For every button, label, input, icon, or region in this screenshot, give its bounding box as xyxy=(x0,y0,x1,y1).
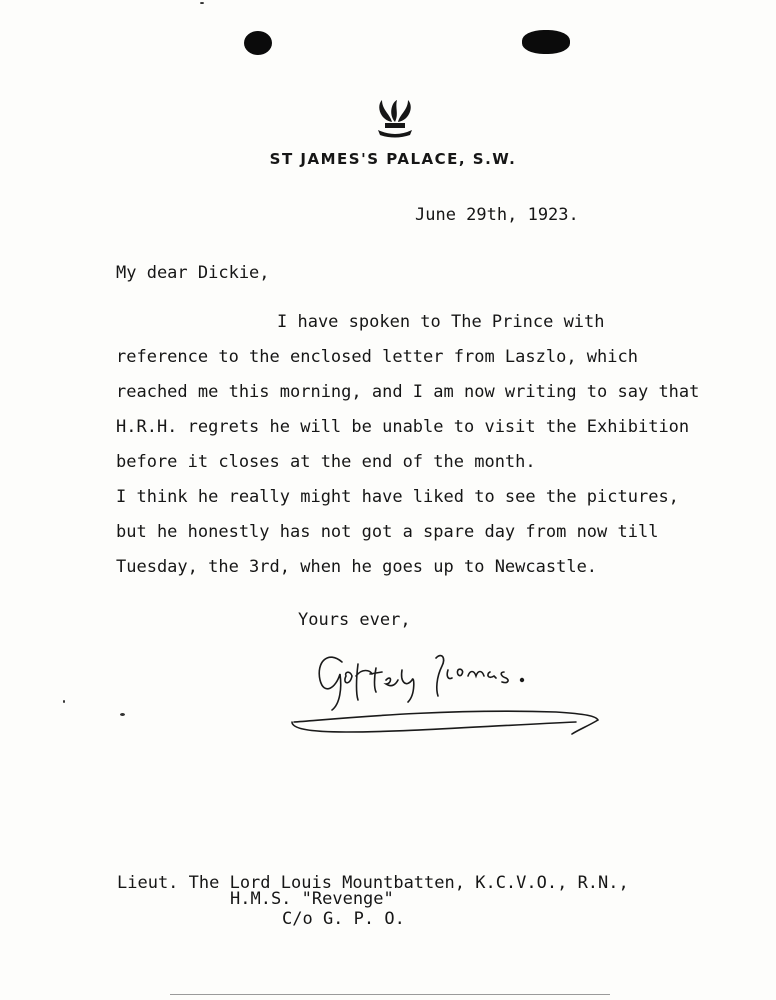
address-line: Lieut. The Lord Louis Mountbatten, K.C.V.O., R.N., xyxy=(117,873,629,893)
body-line: reference to the enclosed letter from Laszlo, which xyxy=(116,347,638,367)
paper-speck xyxy=(63,700,65,703)
body-line: but he honestly has not got a spare day from now till xyxy=(116,522,659,542)
body-line: H.R.H. regrets he will be unable to visit the Exhibition xyxy=(116,417,690,437)
address-line: C/o G. P. O. xyxy=(282,909,405,929)
signature xyxy=(286,640,616,750)
body-line: before it closes at the end of the month. xyxy=(116,452,536,472)
letterhead: ST JAMES'S PALACE, S.W. xyxy=(269,150,517,168)
paper-speck xyxy=(200,2,204,4)
closing: Yours ever, xyxy=(298,610,411,630)
body-line: I have spoken to The Prince with xyxy=(277,312,605,332)
salutation: My dear Dickie, xyxy=(116,263,270,283)
punch-hole-right xyxy=(522,30,570,54)
address-line: H.M.S. "Revenge" xyxy=(230,889,394,909)
date: June 29th, 1923. xyxy=(415,205,579,225)
body-line: I think he really might have liked to see the pictures, xyxy=(116,487,679,507)
paper-speck xyxy=(120,713,125,716)
body-line: reached me this morning, and I am now writing to say that xyxy=(116,382,700,402)
body-line: Tuesday, the 3rd, when he goes up to Newcastle. xyxy=(116,557,598,577)
prince-of-wales-feathers-icon xyxy=(370,94,420,140)
punch-hole-left xyxy=(244,31,272,55)
bottom-rule xyxy=(170,994,610,995)
